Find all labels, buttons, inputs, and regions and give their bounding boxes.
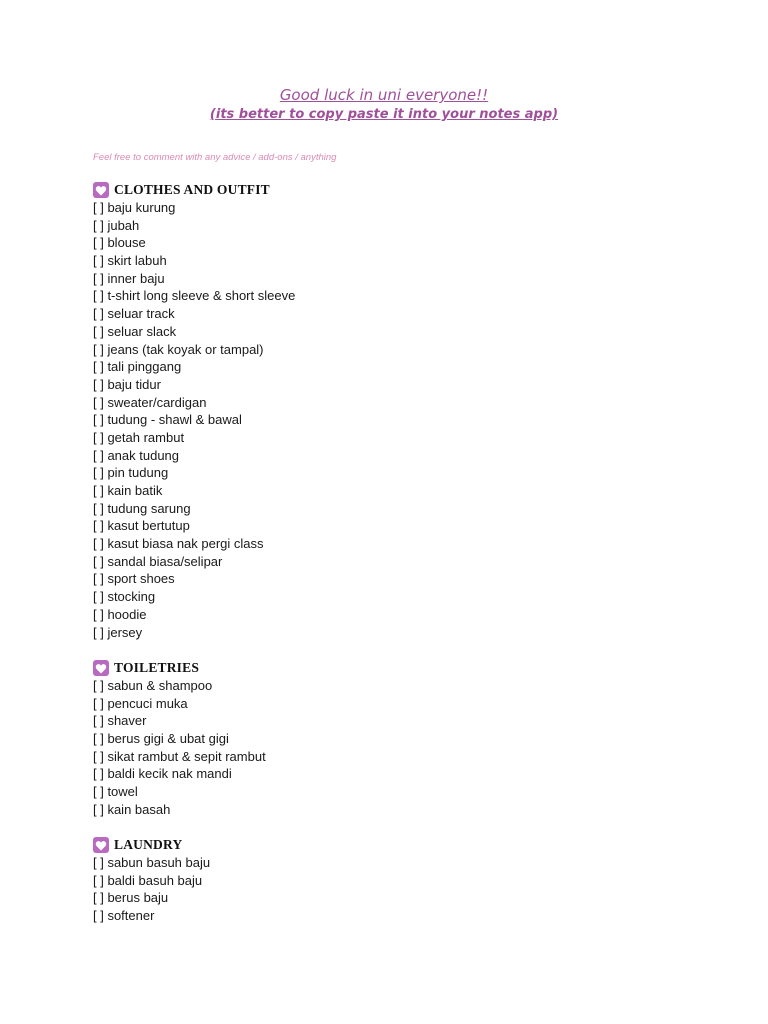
checklist-item: [ ] kasut biasa nak pergi class bbox=[93, 536, 264, 552]
checklist-item: [ ] berus baju bbox=[93, 890, 169, 906]
section-title: LAUNDRY bbox=[114, 837, 183, 852]
checklist-item: [ ] blouse bbox=[93, 235, 146, 251]
checklist-item: [ ] baldi kecik nak mandi bbox=[93, 766, 232, 782]
checklist-item: [ ] skirt labuh bbox=[93, 253, 167, 269]
checklist-item: [ ] sabun & shampoo bbox=[93, 678, 213, 693]
heart-icon bbox=[93, 660, 109, 676]
checklist-item: [ ] kain basah bbox=[93, 801, 171, 817]
checklist-item: [ ] pin tudung bbox=[93, 465, 169, 481]
section-clothes bbox=[93, 181, 593, 641]
comment-note: Feel free to comment with any advice / add-ons / anything bbox=[93, 152, 337, 163]
section-laundry bbox=[93, 836, 593, 925]
checklist-item: [ ] sikat rambut & sepit rambut bbox=[93, 748, 266, 764]
checklist-item: [ ] pencuci muka bbox=[93, 695, 188, 711]
checklist-item: [ ] tudung - shawl & bawal bbox=[93, 412, 242, 428]
section-title: TOILETRIES bbox=[114, 660, 200, 675]
heart-icon bbox=[93, 182, 109, 198]
heart-icon bbox=[93, 837, 109, 853]
checklist-item: [ ] inner baju bbox=[93, 270, 165, 286]
checklist-item: [ ] anak tudung bbox=[93, 447, 180, 463]
checklist-item: [ ] tali pinggang bbox=[93, 359, 182, 375]
checklist-item: [ ] sandal biasa/selipar bbox=[93, 553, 223, 569]
checklist-item: [ ] sweater/cardigan bbox=[93, 394, 207, 410]
checklist-item: [ ] seluar slack bbox=[93, 323, 177, 339]
checklist-item: [ ] tudung sarung bbox=[93, 500, 191, 516]
checklist-item: [ ] sabun basuh baju bbox=[93, 855, 211, 870]
checklist-item: [ ] kasut bertutup bbox=[93, 518, 190, 534]
checklist-item: [ ] stocking bbox=[93, 589, 156, 605]
checklist-item: [ ] baldi basuh baju bbox=[93, 872, 203, 888]
checklist-item: [ ] berus gigi & ubat gigi bbox=[93, 731, 229, 747]
checklist-item: [ ] shaver bbox=[93, 713, 147, 729]
checklist-item: [ ] softener bbox=[93, 908, 155, 924]
section-toiletries bbox=[93, 659, 593, 819]
checklist-item: [ ] seluar track bbox=[93, 306, 175, 322]
checklist-item: [ ] getah rambut bbox=[93, 429, 185, 445]
section-heading bbox=[93, 659, 593, 677]
section-heading bbox=[93, 836, 593, 854]
checklist-item: [ ] hoodie bbox=[93, 606, 147, 622]
page-subtitle: (its better to copy paste it into your notes app) bbox=[209, 107, 559, 122]
checklist-item: [ ] sport shoes bbox=[93, 571, 175, 587]
checklist-item: [ ] jeans (tak koyak or tampal) bbox=[93, 341, 264, 357]
page-title: Good luck in uni everyone!! bbox=[279, 86, 489, 104]
checklist-item: [ ] t-shirt long sleeve & short sleeve bbox=[93, 288, 296, 304]
checklist-item: [ ] baju tidur bbox=[93, 376, 161, 392]
section-title: CLOTHES AND OUTFIT bbox=[114, 182, 270, 197]
checklist-item: [ ] kain batik bbox=[93, 483, 163, 498]
section-heading bbox=[93, 181, 593, 199]
checklist-item: [ ] towel bbox=[93, 784, 138, 800]
checklist-item: [ ] baju kurung bbox=[93, 200, 176, 215]
checklist-item: [ ] jubah bbox=[93, 217, 140, 233]
checklist-item: [ ] jersey bbox=[93, 624, 143, 640]
